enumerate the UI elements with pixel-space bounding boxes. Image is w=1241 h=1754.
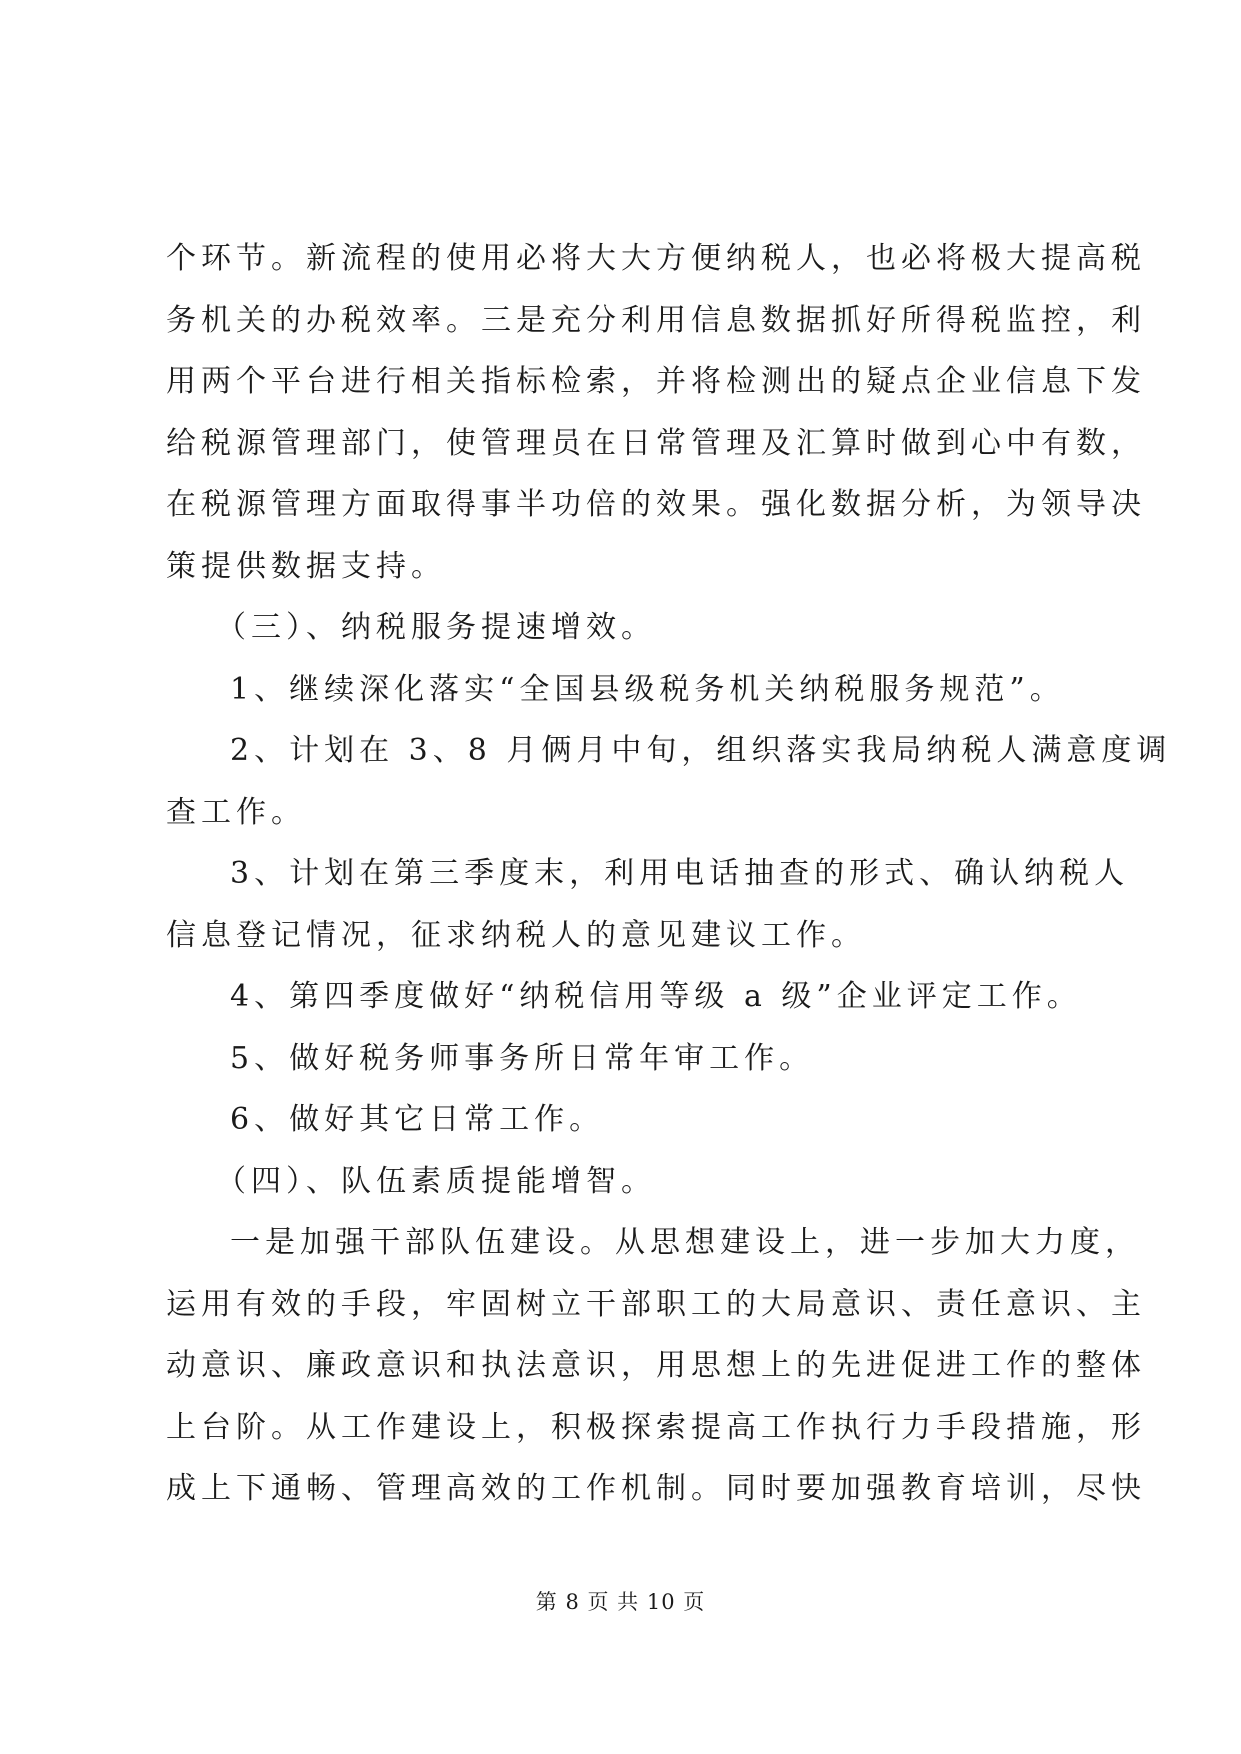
section-heading: （三）、纳税服务提速增效。 — [216, 610, 656, 645]
text-line: 信息登记情况，征求纳税人的意见建议工作。 — [166, 917, 866, 953]
paragraph-start: 一是加强干部队伍建设。从思想建设上，进一步加大力度， — [230, 1225, 1140, 1260]
list-item: 5、做好税务师事务所日常年审工作。 — [230, 1040, 815, 1076]
list-item: 3、计划在第三季度末，利用电话抽查的形式、确认纳税人 — [230, 856, 1130, 891]
list-item: 1、继续深化落实“全国县级税务机关纳税服务规范”。 — [230, 671, 1065, 707]
list-item: 6、做好其它日常工作。 — [230, 1102, 605, 1137]
text-line: 给税源管理部门，使管理员在日常管理及汇算时做到心中有数， — [166, 425, 1146, 461]
page-footer: 第 8 页 共 10 页 — [535, 1590, 706, 1614]
text-line: 上台阶。从工作建设上，积极探索提高工作执行力手段措施，形 — [166, 1409, 1146, 1445]
list-item: 2、计划在 3、8 月俩月中旬，组织落实我局纳税人满意度调 — [230, 733, 1172, 768]
text-line: 成上下通畅、管理高效的工作机制。同时要加强教育培训，尽快 — [166, 1471, 1146, 1506]
section-heading: （四）、队伍素质提能增智。 — [216, 1163, 656, 1199]
text-line: 查工作。 — [166, 794, 306, 830]
text-line: 运用有效的手段，牢固树立干部职工的大局意识、责任意识、主 — [166, 1286, 1146, 1322]
text-line: 策提供数据支持。 — [166, 548, 446, 584]
list-item: 4、第四季度做好“纳税信用等级 a 级”企业评定工作。 — [230, 979, 1082, 1014]
text-line: 个环节。新流程的使用必将大大方便纳税人，也必将极大提高税 — [166, 241, 1146, 276]
text-line: 务机关的办税效率。三是充分利用信息数据抓好所得税监控，利 — [166, 302, 1146, 338]
document-body — [166, 228, 1172, 1520]
text-line: 动意识、廉政意识和执法意识，用思想上的先进促进工作的整体 — [166, 1348, 1146, 1383]
text-line: 用两个平台进行相关指标检索，并将检测出的疑点企业信息下发 — [166, 364, 1146, 399]
text-line: 在税源管理方面取得事半功倍的效果。强化数据分析，为领导决 — [166, 487, 1146, 522]
